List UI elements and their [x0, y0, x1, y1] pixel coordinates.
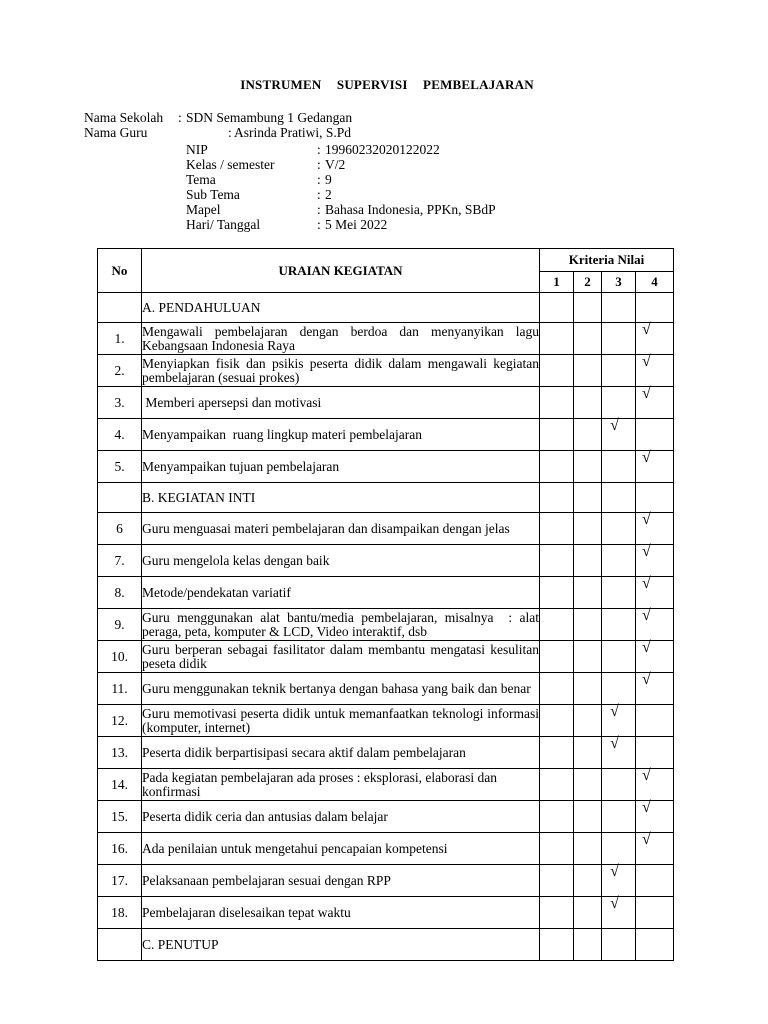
row-number: 12. [98, 705, 142, 737]
info-value: 5 Mei 2022 [325, 217, 388, 232]
section-row [98, 293, 674, 323]
score-cell-1 [540, 929, 574, 961]
table-row [98, 897, 674, 929]
table-row [98, 577, 674, 609]
score-cell-3 [602, 545, 636, 577]
activity-description: Menyampaikan ruang lingkup materi pembelajaran [142, 419, 540, 451]
row-number: 17. [98, 865, 142, 897]
score-cell-1 [540, 737, 574, 769]
row-number: 9. [98, 609, 142, 641]
header-score-1: 1 [540, 272, 574, 293]
score-cell-1 [540, 609, 574, 641]
activity-description: Pada kegiatan pembelajaran ada proses : eksplorasi, elaborasi dan konfirmasi [142, 769, 540, 801]
checkmark-icon: √ [641, 639, 651, 656]
checkmark-icon: √ [610, 863, 619, 880]
score-cell-4 [636, 801, 674, 833]
score-cell-3 [602, 293, 636, 323]
score-cell-4 [636, 323, 674, 355]
info-separator: : [317, 142, 321, 157]
activity-description: Memberi apersepsi dan motivasi [142, 387, 540, 419]
activity-description: Menyiapkan fisik dan psikis peserta didik dalam mengawali kegiatan pembelajaran (sesuai prokes) [142, 355, 543, 385]
score-cell-2 [574, 323, 602, 355]
info-separator: : [228, 125, 232, 140]
info-separator: : [317, 202, 321, 217]
score-cell-2 [574, 387, 602, 419]
activity-description: Guru memotivasi peserta didik untuk memanfaatkan teknologi informasi (komputer, internet) [142, 705, 543, 735]
score-cell-3 [602, 801, 636, 833]
supervision-table [97, 248, 674, 961]
score-cell-3 [602, 641, 636, 673]
info-label: Nama Guru [84, 125, 148, 140]
score-cell-2 [574, 513, 602, 545]
header-score-4: 4 [636, 272, 674, 293]
score-cell-2 [574, 577, 602, 609]
info-separator: : [317, 187, 321, 202]
score-cell-4 [636, 577, 674, 609]
row-number [98, 293, 142, 323]
score-cell-4 [636, 929, 674, 961]
checkmark-icon: √ [610, 735, 619, 752]
score-cell-1 [540, 451, 574, 483]
row-number: 2. [98, 355, 142, 387]
row-number: 16. [98, 833, 142, 865]
info-label: Hari/ Tanggal [186, 217, 261, 232]
row-number: 11. [98, 673, 142, 705]
row-number: 3. [98, 387, 142, 419]
score-cell-4 [636, 705, 674, 737]
score-cell-1 [540, 545, 574, 577]
info-separator: : [178, 110, 182, 125]
score-cell-1 [540, 419, 574, 451]
table-row [98, 705, 674, 737]
checkmark-icon: √ [641, 799, 651, 816]
score-cell-2 [574, 897, 602, 929]
score-cell-3 [602, 929, 636, 961]
row-number: 15. [98, 801, 142, 833]
score-cell-4 [636, 737, 674, 769]
score-cell-4 [636, 293, 674, 323]
score-cell-4 [636, 769, 674, 801]
info-value: 9 [325, 172, 332, 187]
score-cell-1 [540, 897, 574, 929]
row-number: 6 [98, 513, 142, 545]
info-label: Tema [186, 172, 216, 187]
score-cell-4 [636, 641, 674, 673]
info-value: 2 [325, 187, 332, 202]
row-number: 4. [98, 419, 142, 451]
score-cell-1 [540, 833, 574, 865]
score-cell-1 [540, 577, 574, 609]
score-cell-4 [636, 483, 674, 513]
score-cell-3 [602, 513, 636, 545]
row-number [98, 483, 142, 513]
score-cell-2 [574, 641, 602, 673]
checkmark-icon: √ [641, 831, 651, 848]
score-cell-1 [540, 483, 574, 513]
score-cell-2 [574, 737, 602, 769]
score-cell-2 [574, 609, 602, 641]
row-number: 5. [98, 451, 142, 483]
activity-description: Menyampaikan tujuan pembelajaran [142, 451, 540, 483]
activity-description: Guru mengelola kelas dengan baik [142, 545, 540, 577]
score-cell-3 [602, 451, 636, 483]
header-score-3: 3 [602, 272, 636, 293]
checkmark-icon: √ [641, 449, 651, 466]
section-title: B. KEGIATAN INTI [142, 483, 540, 513]
score-cell-4 [636, 387, 674, 419]
activity-description: Metode/pendekatan variatif [142, 577, 540, 609]
checkmark-icon: √ [641, 385, 651, 402]
score-cell-2 [574, 419, 602, 451]
header-score-2: 2 [574, 272, 602, 293]
section-title: A. PENDAHULUAN [142, 293, 540, 323]
score-cell-2 [574, 293, 602, 323]
table-row [98, 419, 674, 451]
checkmark-icon: √ [641, 575, 651, 592]
score-cell-2 [574, 483, 602, 513]
header-no: No [98, 249, 142, 293]
info-value: SDN Semambung 1 Gedangan [186, 110, 353, 125]
score-cell-2 [574, 705, 602, 737]
table-header-row [98, 249, 674, 272]
checkmark-icon: √ [641, 353, 651, 370]
score-cell-2 [574, 451, 602, 483]
table-row [98, 865, 674, 897]
score-cell-2 [574, 673, 602, 705]
table-row [98, 513, 674, 545]
row-number: 13. [98, 737, 142, 769]
score-cell-2 [574, 355, 602, 387]
score-cell-2 [574, 929, 602, 961]
checkmark-icon: √ [610, 417, 619, 434]
score-cell-3 [602, 865, 636, 897]
table-row [98, 833, 674, 865]
score-cell-1 [540, 293, 574, 323]
activity-description: Ada penilaian untuk mengetahui pencapaian kompetensi [142, 833, 540, 865]
row-number: 7. [98, 545, 142, 577]
section-row [98, 483, 674, 513]
checkmark-icon: √ [641, 767, 651, 784]
checkmark-icon: √ [641, 511, 651, 528]
activity-description: Peserta didik ceria dan antusias dalam belajar [142, 801, 540, 833]
header-uraian: URAIAN KEGIATAN [142, 249, 540, 293]
score-cell-1 [540, 513, 574, 545]
row-number: 18. [98, 897, 142, 929]
table-row [98, 545, 674, 577]
table-row [98, 609, 674, 641]
activity-description: Guru menguasai materi pembelajaran dan disampaikan dengan jelas [142, 513, 540, 545]
checkmark-icon: √ [610, 703, 619, 720]
activity-description: Peserta didik berpartisipasi secara aktif dalam pembelajaran [142, 737, 540, 769]
score-cell-3 [602, 833, 636, 865]
info-separator: : [317, 157, 321, 172]
score-cell-1 [540, 769, 574, 801]
section-row [98, 929, 674, 961]
score-cell-3 [602, 609, 636, 641]
score-cell-3 [602, 705, 636, 737]
score-cell-3 [602, 673, 636, 705]
checkmark-icon: √ [641, 671, 651, 688]
info-label: Nama Sekolah [84, 110, 164, 125]
score-cell-1 [540, 865, 574, 897]
activity-description: Pembelajaran diselesaikan tepat waktu [142, 897, 540, 929]
score-cell-4 [636, 355, 674, 387]
activity-description: Pelaksanaan pembelajaran sesuai dengan RPP [142, 865, 540, 897]
score-cell-2 [574, 801, 602, 833]
score-cell-4 [636, 451, 674, 483]
row-number: 14. [98, 769, 142, 801]
document-title: INSTRUMEN SUPERVISI PEMBELAJARAN [240, 77, 534, 92]
score-cell-1 [540, 705, 574, 737]
score-cell-4 [636, 609, 674, 641]
info-label: Mapel [186, 202, 221, 217]
score-cell-1 [540, 323, 574, 355]
table-row [98, 641, 674, 673]
table-row [98, 769, 674, 801]
table-row [98, 737, 674, 769]
checkmark-icon: √ [610, 895, 619, 912]
score-cell-1 [540, 641, 574, 673]
score-cell-3 [602, 769, 636, 801]
row-number: 10. [98, 641, 142, 673]
score-cell-3 [602, 323, 636, 355]
table-row [98, 323, 674, 355]
info-label: NIP [186, 142, 208, 157]
table-row [98, 451, 674, 483]
table-row [98, 387, 674, 419]
row-number [98, 929, 142, 961]
activity-description: Guru menggunakan alat bantu/media pembelajaran, misalnya : alat peraga, peta, komputer & LCD, Video interaktif, dsb [142, 609, 543, 639]
score-cell-3 [602, 737, 636, 769]
score-cell-2 [574, 833, 602, 865]
score-cell-3 [602, 355, 636, 387]
header-kriteria: Kriteria Nilai [540, 249, 674, 272]
score-cell-1 [540, 801, 574, 833]
activity-description: Guru berperan sebagai fasilitator dalam membantu mengatasi kesulitan peseta didik [142, 641, 543, 671]
score-cell-4 [636, 897, 674, 929]
score-cell-3 [602, 483, 636, 513]
score-cell-4 [636, 513, 674, 545]
checkmark-icon: √ [641, 321, 651, 338]
score-cell-1 [540, 387, 574, 419]
score-cell-4 [636, 419, 674, 451]
checkmark-icon: √ [641, 543, 651, 560]
score-cell-4 [636, 545, 674, 577]
score-cell-3 [602, 419, 636, 451]
score-cell-4 [636, 673, 674, 705]
row-number: 1. [98, 323, 142, 355]
activity-description: Mengawali pembelajaran dengan berdoa dan menyanyikan lagu Kebangsaan Indonesia Raya [142, 323, 543, 353]
info-value: Asrinda Pratiwi, S.Pd [234, 125, 352, 140]
score-cell-1 [540, 673, 574, 705]
score-cell-3 [602, 577, 636, 609]
info-separator: : [317, 217, 321, 232]
score-cell-3 [602, 897, 636, 929]
score-cell-1 [540, 355, 574, 387]
score-cell-4 [636, 833, 674, 865]
info-value: V/2 [325, 157, 346, 172]
row-number: 8. [98, 577, 142, 609]
score-cell-4 [636, 865, 674, 897]
info-label: Sub Tema [186, 187, 240, 202]
score-cell-2 [574, 545, 602, 577]
score-cell-3 [602, 387, 636, 419]
score-cell-2 [574, 769, 602, 801]
info-value: Bahasa Indonesia, PPKn, SBdP [325, 202, 496, 217]
checkmark-icon: √ [641, 607, 651, 624]
score-cell-2 [574, 865, 602, 897]
table-row [98, 801, 674, 833]
info-value: 19960232020122022 [325, 142, 440, 157]
table-row [98, 355, 674, 387]
info-label: Kelas / semester [186, 157, 275, 172]
table-row [98, 673, 674, 705]
section-title: C. PENUTUP [142, 929, 540, 961]
info-separator: : [317, 172, 321, 187]
activity-description: Guru menggunakan teknik bertanya dengan bahasa yang baik dan benar [142, 673, 540, 705]
